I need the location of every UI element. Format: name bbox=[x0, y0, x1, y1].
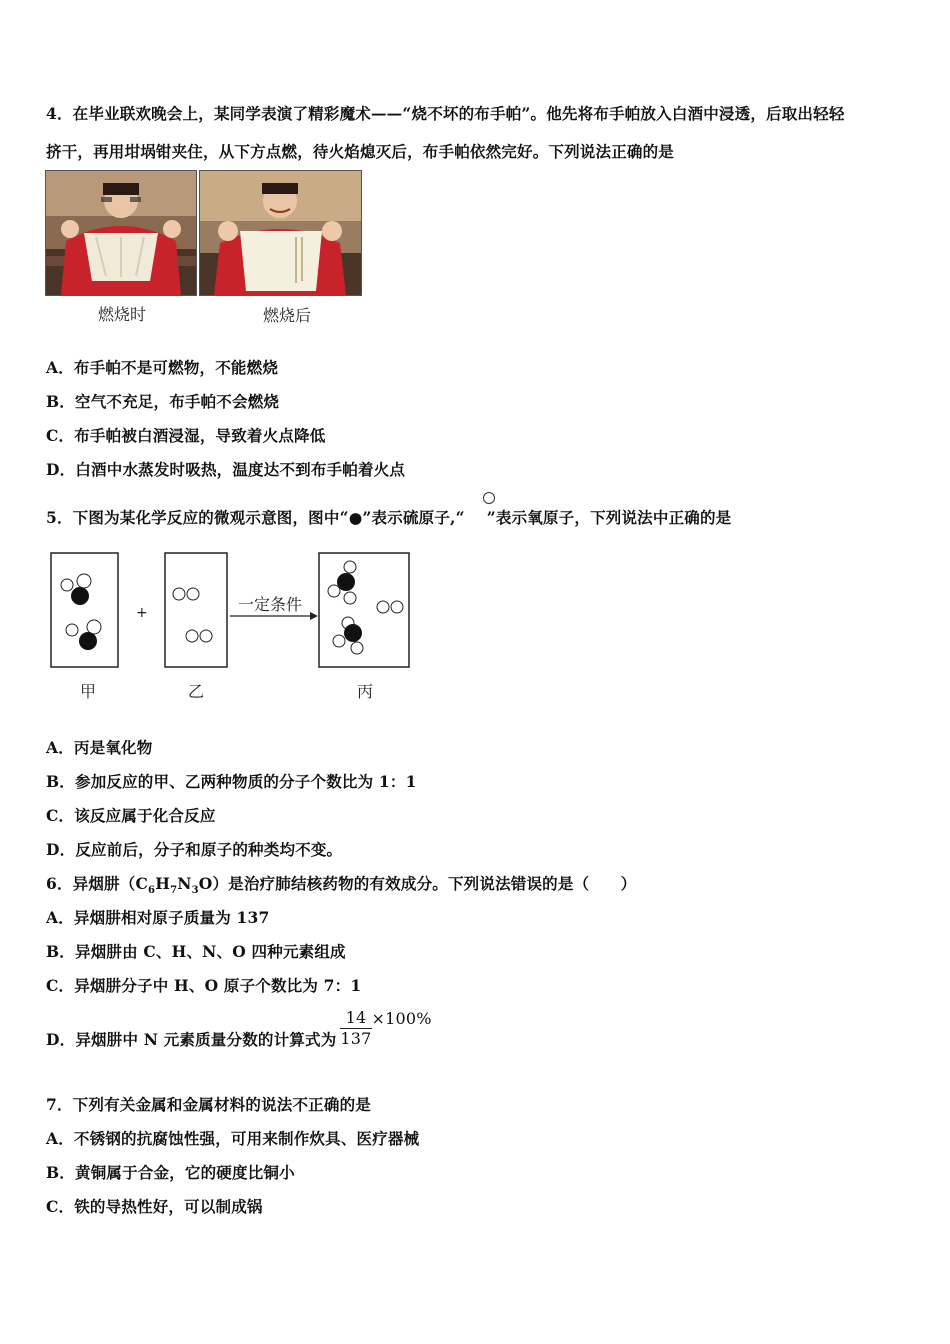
q6-sub-c: 6 bbox=[148, 885, 156, 897]
caption-after: 燃烧后 bbox=[263, 306, 312, 325]
q6-stem bbox=[46, 872, 636, 896]
label-yi: 乙 bbox=[188, 682, 205, 701]
q5-option-d: D．反应前后，分子和原子的种类均不变。 bbox=[46, 840, 343, 859]
q4-option-a: A．布手帕不是可燃物，不能燃烧 bbox=[46, 358, 279, 377]
q6-option-d-text: D．异烟肼中 N 元素质量分数的计算式为 bbox=[46, 1029, 337, 1049]
q5-stem-b: ”表示氧原子，下列说法中正确的是 bbox=[486, 508, 732, 527]
caption-burning: 燃烧时 bbox=[98, 305, 147, 324]
q6-option-d bbox=[46, 1008, 432, 1049]
reaction-condition: 一定条件 bbox=[238, 595, 303, 614]
q6-n: N bbox=[177, 874, 192, 893]
percent-tail: ×100% bbox=[371, 1009, 432, 1028]
q4-option-d: D．白酒中水蒸发时吸热，温度达不到布手帕着火点 bbox=[46, 460, 406, 479]
q6-stem-pre: 6．异烟肼（C bbox=[46, 874, 149, 893]
q5-option-b: B．参加反应的甲、乙两种物质的分子个数比为 1：1 bbox=[46, 772, 417, 791]
q4-stem-line2: 挤干，再用坩埚钳夹住，从下方点燃，待火焰熄灭后，布手帕依然完好。下列说法正确的是 bbox=[46, 142, 675, 161]
q6-stem-post: O）是治疗肺结核药物的有效成分。下列说法错误的是（ ） bbox=[198, 874, 637, 893]
q5-stem bbox=[46, 506, 731, 528]
q7-option-c: C．铁的导热性好，可以制成锅 bbox=[46, 1197, 263, 1216]
q6-sub-n: 3 bbox=[191, 885, 199, 897]
q7-option-a: A．不锈钢的抗腐蚀性强，可用来制作炊具、医疗器械 bbox=[46, 1129, 420, 1148]
q7-stem: 7．下列有关金属和金属材料的说法不正确的是 bbox=[46, 1095, 371, 1114]
q5-option-a: A．丙是氧化物 bbox=[46, 738, 153, 757]
label-jia: 甲 bbox=[80, 682, 97, 701]
q6-option-b: B．异烟肼由 C、H、N、O 四种元素组成 bbox=[46, 942, 346, 961]
q7-option-b: B．黄铜属于合金，它的硬度比铜小 bbox=[46, 1163, 295, 1182]
q6-option-a: A．异烟肼相对原子质量为 137 bbox=[46, 908, 270, 927]
q5-option-c: C．该反应属于化合反应 bbox=[46, 806, 216, 825]
q4-option-b: B．空气不充足，布手帕不会燃烧 bbox=[46, 392, 280, 411]
fraction-denominator: 137 bbox=[340, 1029, 372, 1048]
reaction-diagram bbox=[46, 545, 426, 709]
q4-stem-line1: 4．在毕业联欢晚会上，某同学表演了精彩魔术——“烧不坏的布手帕”。他先将布手帕放入白酒中浸透，后取出轻轻 bbox=[46, 104, 845, 123]
q4-option-c: C．布手帕被白酒浸湿，导致着火点降低 bbox=[46, 426, 326, 445]
photo-after-burning bbox=[199, 170, 362, 296]
plus-sign: + bbox=[136, 605, 148, 621]
fraction bbox=[340, 1008, 371, 1049]
photo-burning bbox=[45, 170, 197, 296]
q6-sub-h: 7 bbox=[170, 885, 178, 897]
oxygen-atom-symbol bbox=[483, 492, 495, 504]
label-bing: 丙 bbox=[357, 682, 374, 701]
q6-option-c: C．异烟肼分子中 H、O 原子个数比为 7：1 bbox=[46, 976, 362, 995]
q6-h: H bbox=[155, 874, 171, 893]
q5-stem-a: 5．下图为某化学反应的微观示意图，图中“●”表示硫原子,“ bbox=[46, 508, 465, 527]
fraction-numerator: 14 bbox=[340, 1008, 371, 1029]
